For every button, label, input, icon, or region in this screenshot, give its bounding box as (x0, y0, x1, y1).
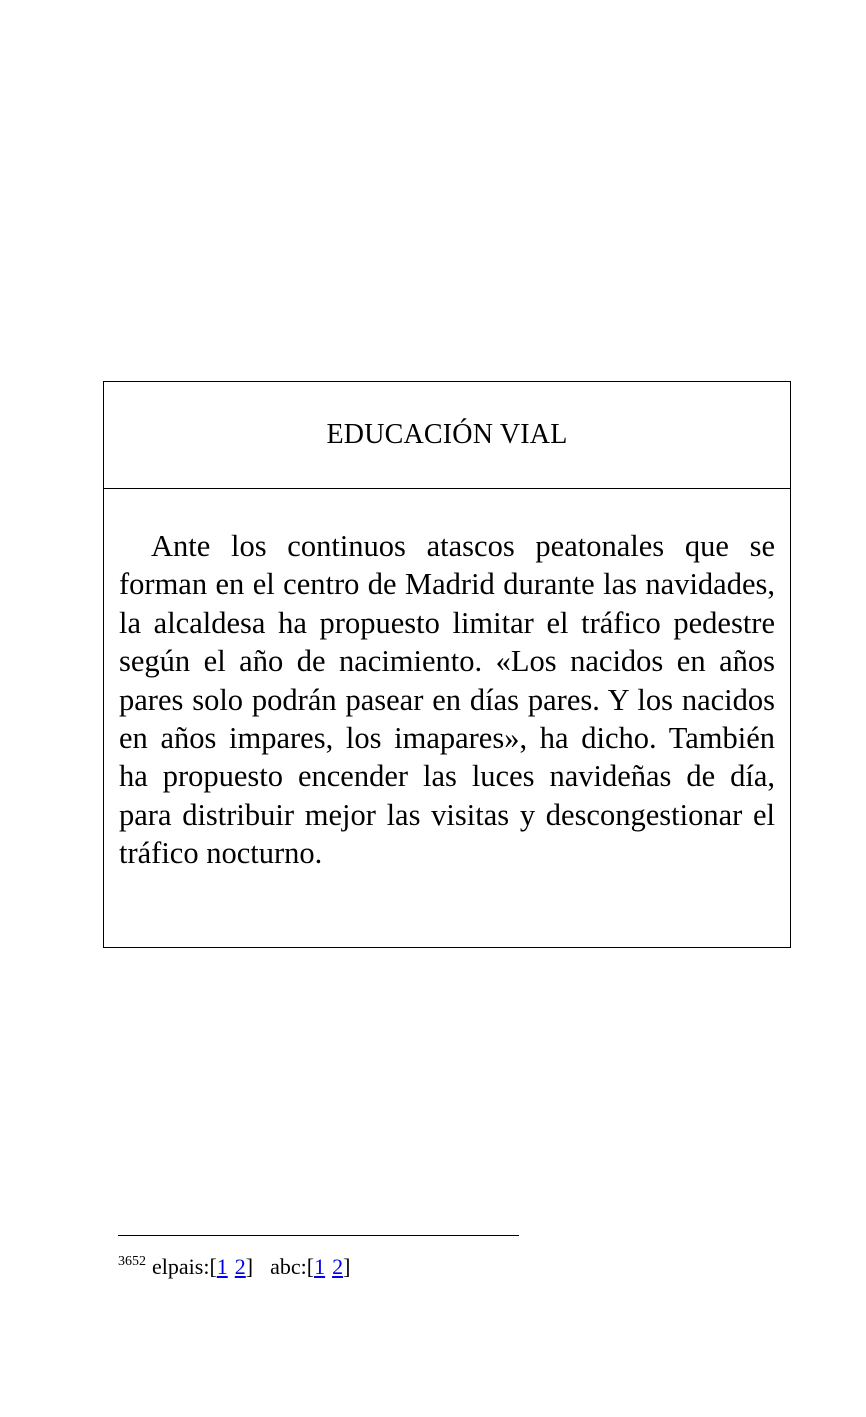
bracket-open: [ (209, 1254, 217, 1279)
article-title: EDUCACIÓN VIAL (104, 382, 790, 489)
source-name-abc: abc: (270, 1254, 307, 1279)
footnote (118, 1252, 350, 1286)
bracket-open: [ (306, 1254, 315, 1279)
article-box (103, 381, 791, 948)
bracket-close: ] (245, 1254, 254, 1279)
footnote-separator (118, 1235, 519, 1236)
abc-link-2[interactable]: 2 (332, 1254, 344, 1279)
elpais-link-2[interactable]: 2 (234, 1254, 246, 1279)
article-body: Ante los continuos atascos peatonales que se forman en el centro de Madrid durante las navidades, la alcaldesa ha propuesto limitar el tráfico pedestre según el año de nacimiento. «Los nacidos en años pares solo podrán pasear en días pares. Y los nacidos en años impares, los imapares», ha dicho. También ha propuesto encender las luces navideñas de día, para distribuir mejor las visitas y descongestionar el tráfico nocturno. (119, 529, 775, 871)
footnote-number: 3652 (118, 1254, 146, 1269)
abc-link-1[interactable]: 1 (314, 1254, 326, 1279)
bracket-close: ] (343, 1254, 351, 1279)
elpais-link-1[interactable]: 1 (216, 1254, 228, 1279)
source-name-elpais: elpais: (152, 1254, 210, 1279)
